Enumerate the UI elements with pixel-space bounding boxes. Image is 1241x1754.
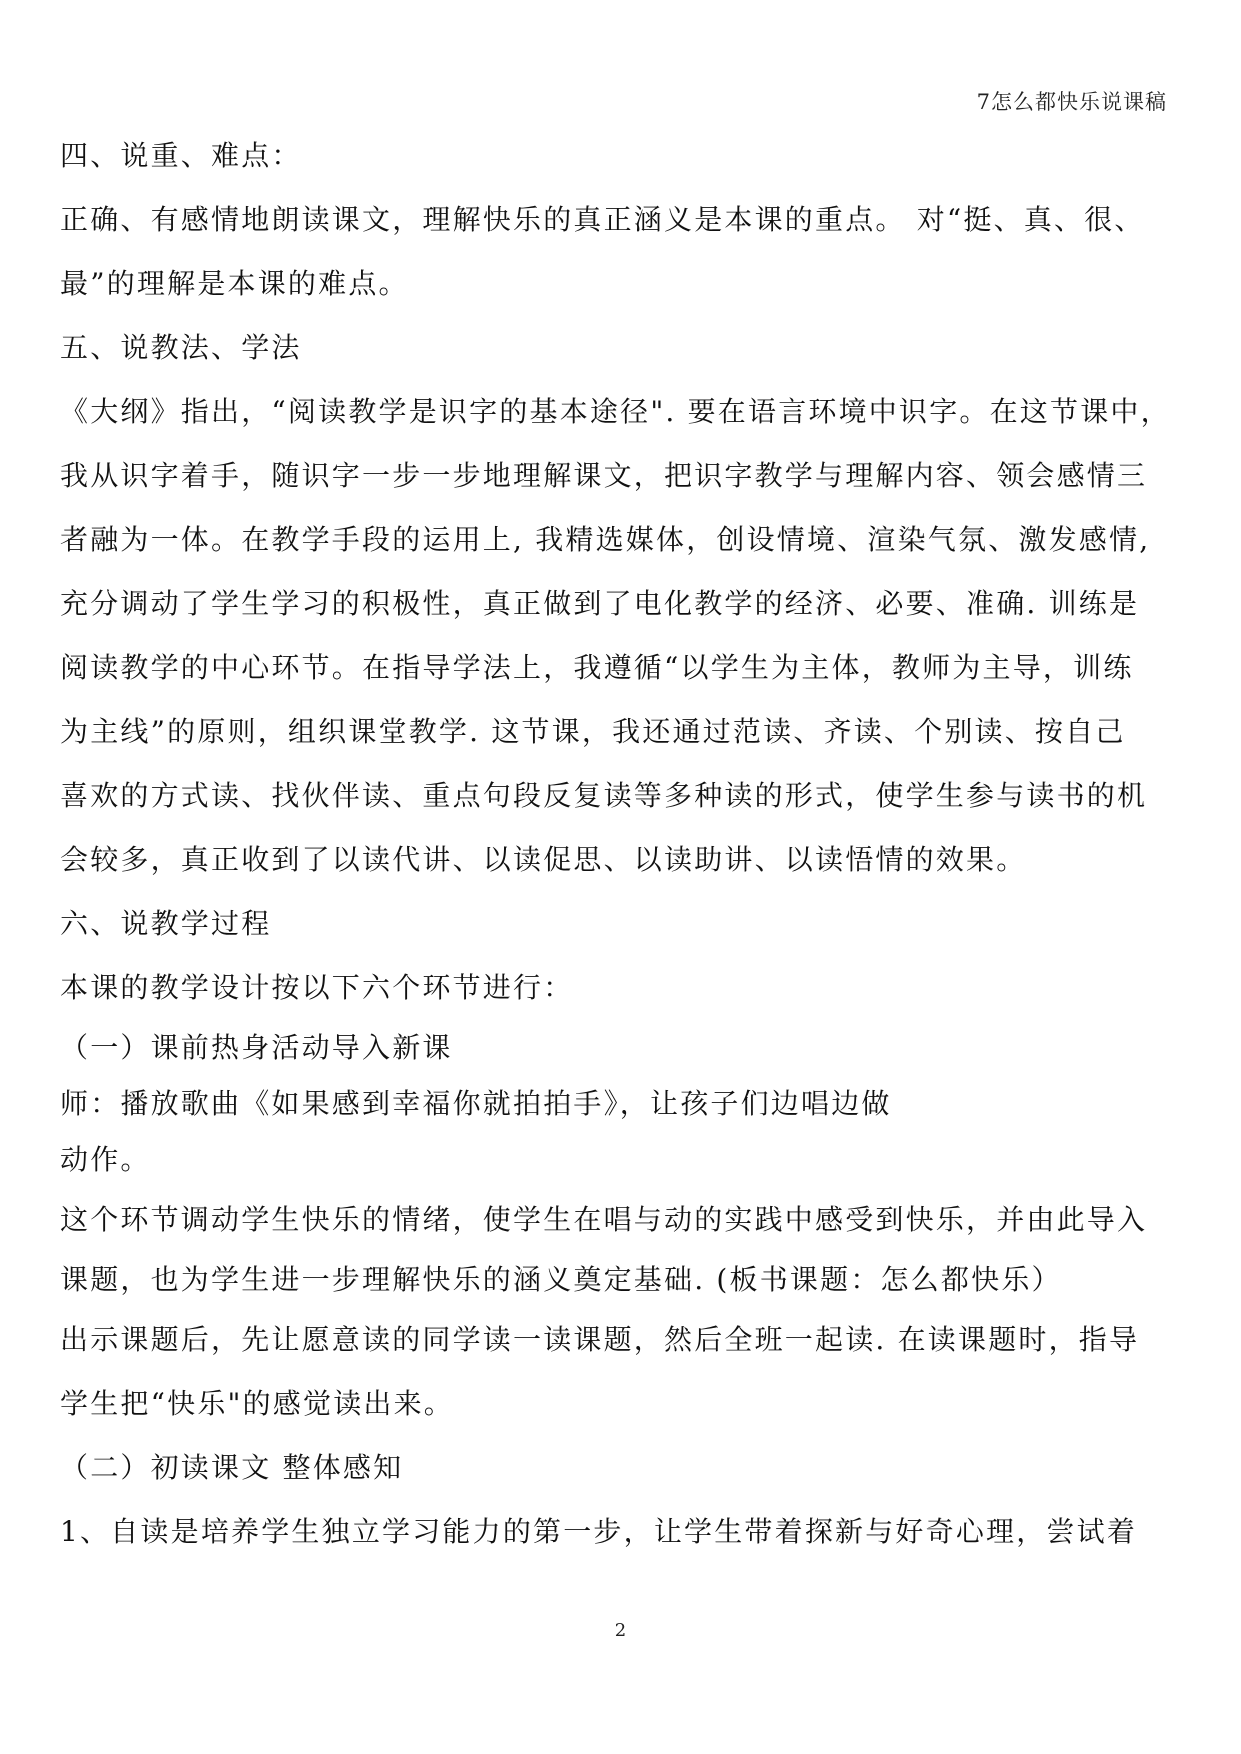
subsection-heading-first-reading: （二）初读课文 整体感知 xyxy=(60,1451,404,1484)
paragraph-line: 1、自读是培养学生独立学习能力的第一步，让学生带着探新与好奇心理，尝试着 xyxy=(60,1515,1138,1548)
paragraph-line: 这个环节调动学生快乐的情绪，使学生在唱与动的实践中感受到快乐，并由此导入 xyxy=(60,1203,1148,1236)
section-heading-process: 六、说教学过程 xyxy=(60,907,272,940)
page-header: 7怎么都快乐说课稿 xyxy=(976,90,1167,114)
paragraph-line: 会较多，真正收到了以读代讲、以读促思、以读助讲、以读悟情的效果。 xyxy=(60,843,1027,876)
paragraph-line: 动作。 xyxy=(60,1143,151,1176)
paragraph-line: 阅读教学的中心环节。在指导学法上，我遵循“以学生为主体，教师为主导，训练 xyxy=(60,651,1134,684)
paragraph-line: 充分调动了学生学习的积极性，真正做到了电化教学的经济、必要、准确. 训练是 xyxy=(60,587,1140,620)
paragraph-line: 我从识字着手，随识字一步一步地理解课文，把识字教学与理解内容、领会感情三 xyxy=(60,459,1148,492)
paragraph-line: 学生把“快乐"的感觉读出来。 xyxy=(60,1387,454,1420)
paragraph-line: 本课的教学设计按以下六个环节进行： xyxy=(60,971,574,1004)
document-body xyxy=(60,124,1190,1564)
paragraph-line: 课题，也为学生进一步理解快乐的涵义奠定基础. (板书课题：怎么都快乐） xyxy=(60,1263,1062,1296)
paragraph-line: 为主线”的原则，组织课堂教学. 这节课，我还通过范读、齐读、个别读、按自己 xyxy=(60,715,1126,748)
paragraph-line: 最”的理解是本课的难点。 xyxy=(60,267,409,300)
paragraph-line: 出示课题后，先让愿意读的同学读一读课题，然后全班一起读. 在读课题时，指导 xyxy=(60,1323,1140,1356)
paragraph-line: 者融为一体。在教学手段的运用上, 我精选媒体，创设情境、渲染气氛、激发感情, xyxy=(60,523,1151,556)
subsection-heading-warmup: （一）课前热身活动导入新课 xyxy=(60,1031,453,1064)
paragraph-line: 喜欢的方式读、找伙伴读、重点句段反复读等多种读的形式，使学生参与读书的机 xyxy=(60,779,1148,812)
page-number: 2 xyxy=(614,1620,627,1641)
section-heading-methods: 五、说教法、学法 xyxy=(60,331,302,364)
paragraph-line: 师：播放歌曲《如果感到幸福你就拍拍手》，让孩子们边唱边做 xyxy=(60,1087,892,1120)
paragraph-line: 《大纲》指出，“阅读教学是识字的基本途径". 要在语言环境中识字。在这节课中， xyxy=(60,395,1171,428)
section-heading-key-points: 四、说重、难点： xyxy=(60,139,302,172)
paragraph-line: 正确、有感情地朗读课文，理解快乐的真正涵义是本课的重点。 对“挺、真、很、 xyxy=(60,203,1145,236)
